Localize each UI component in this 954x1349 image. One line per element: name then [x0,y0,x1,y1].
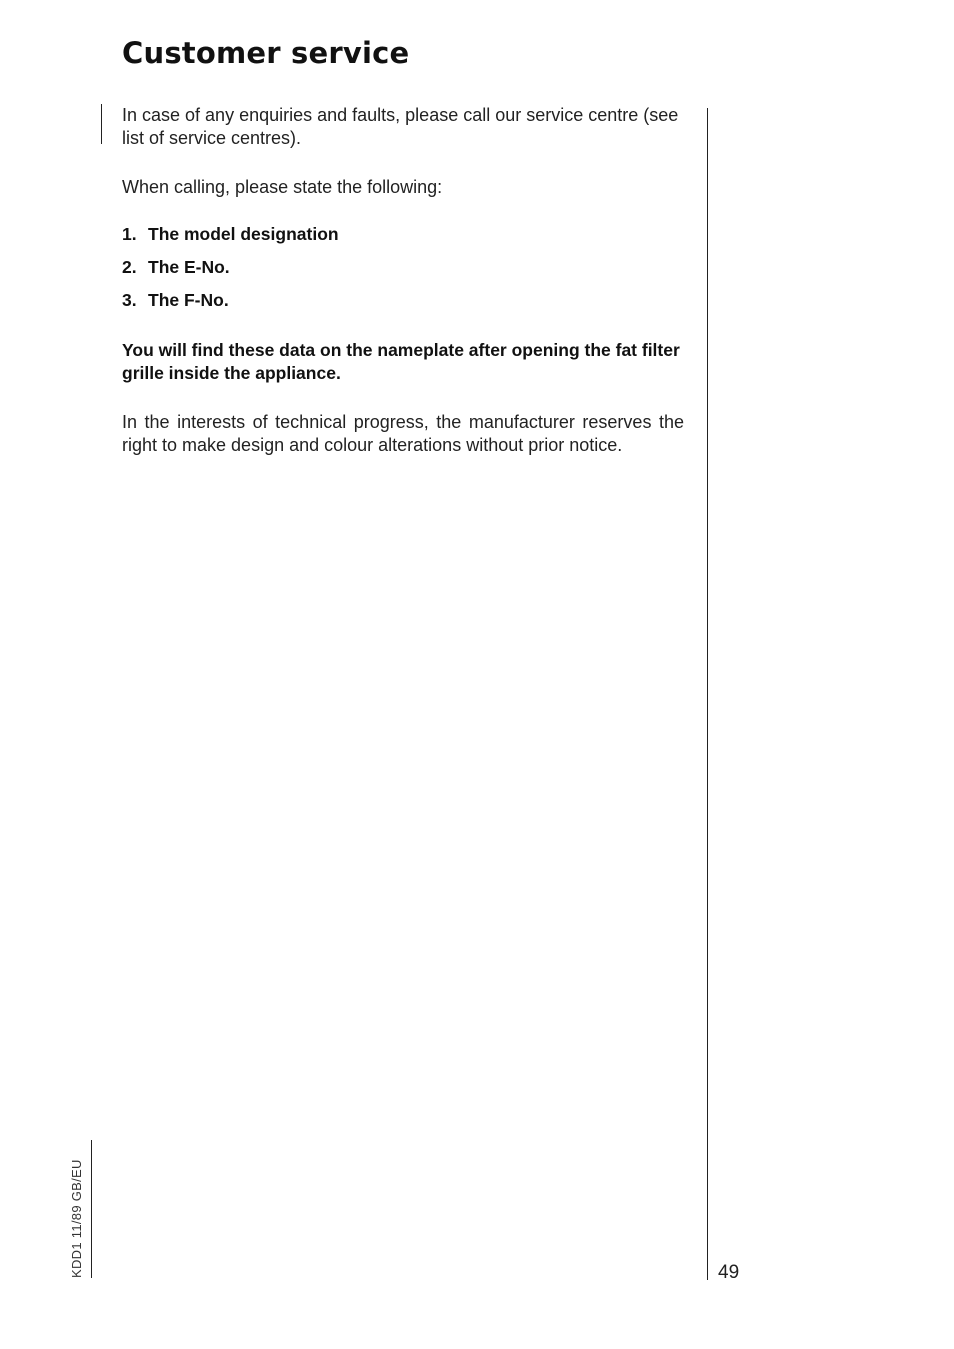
intro-paragraph: In case of any enquiries and faults, please call our service centre (see list of service centres). [122,105,679,148]
list-item-number: 1. [122,224,137,244]
list-item [122,289,684,311]
left-margin-rule-bottom [91,1140,92,1278]
list-item-text: The E-No. [148,257,230,277]
required-info-list [122,223,684,311]
page-number: 49 [718,1262,740,1283]
document-code-text: KDD1 11/89 GB/EU [69,1159,84,1278]
list-item-number: 3. [122,290,137,310]
left-margin-rule-top [101,104,102,144]
disclaimer-paragraph: In the interests of technical progress, the manufacturer reserves the right to make design and colour alterations without prior notice. [122,412,684,455]
right-margin-rule [707,108,708,1280]
page-title: Customer service [122,36,410,70]
nameplate-note: You will find these data on the nameplate after opening the fat filter grille inside the appliance. [122,340,680,383]
list-item-number: 2. [122,257,137,277]
main-content [122,104,684,457]
calling-instructions: When calling, please state the following: [122,177,443,197]
document-code [70,1143,86,1278]
list-item [122,256,684,278]
list-item [122,223,684,245]
list-item-text: The F-No. [148,290,229,310]
list-item-text: The model designation [148,224,339,244]
